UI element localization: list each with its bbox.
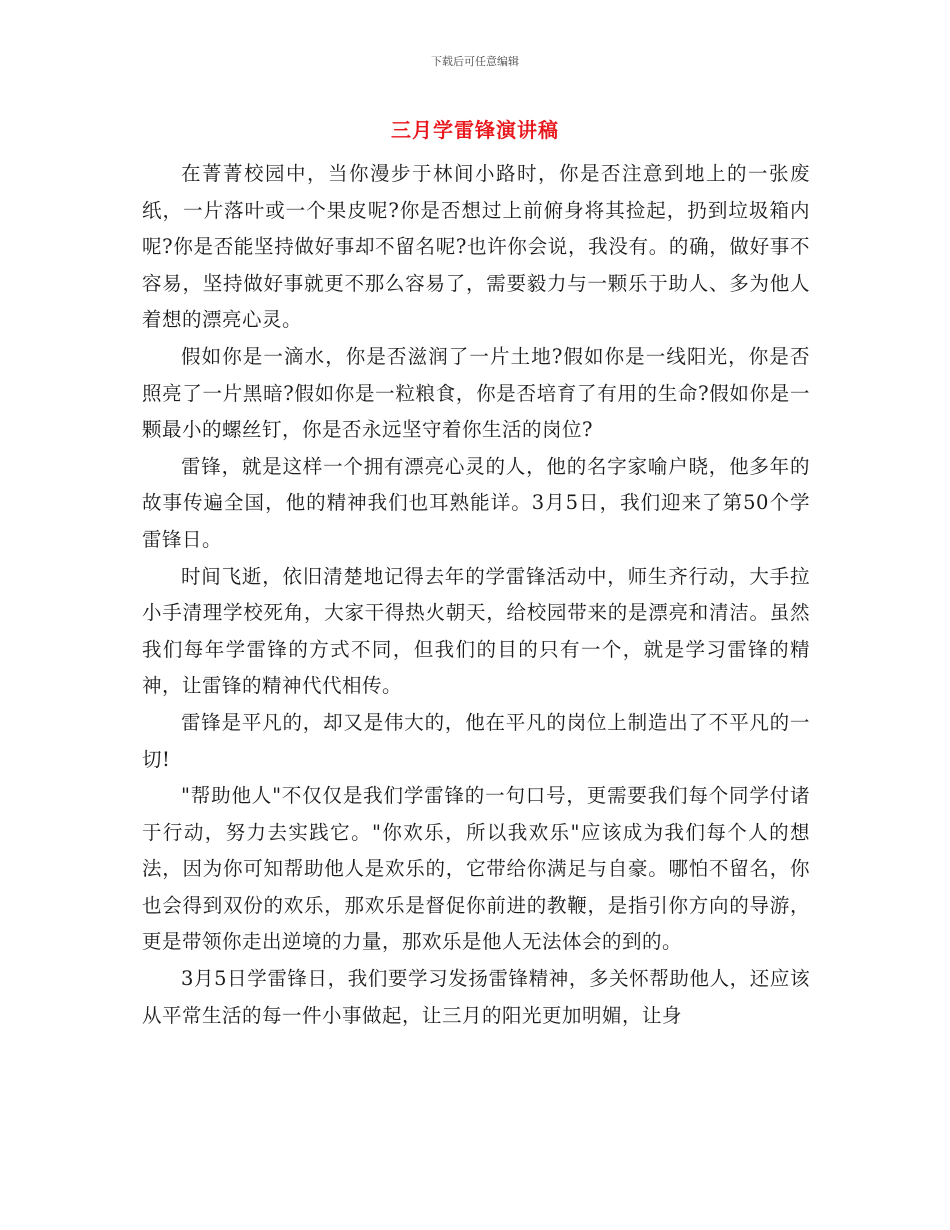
- paragraph-3: 雷锋，就是这样一个拥有漂亮心灵的人，他的名字家喻户晓，他多年的故事传遍全国，他的精神我们也耳熟能详。3月5日，我们迎来了第50个学雷锋日。: [142, 454, 810, 551]
- document-title: 三月学雷锋演讲稿: [391, 118, 559, 142]
- paragraph-4: 时间飞逝，依旧清楚地记得去年的学雷锋活动中，师生齐行动，大手拉小手清理学校死角，大家干得热火朝天，给校园带来的是漂亮和清洁。虽然我们每年学雷锋的方式不同，但我们的目的只有一个，就是学习雷锋的精神，让雷锋的精神代代相传。: [142, 564, 810, 698]
- paragraph-2: 假如你是一滴水，你是否滋润了一片土地?假如你是一线阳光，你是否照亮了一片黑暗?假如你是一粒粮食，你是否培育了有用的生命?假如你是一颗最小的螺丝钉，你是否永远坚守着你生活的岗位?: [142, 344, 810, 442]
- paragraph-5: 雷锋是平凡的，却又是伟大的，他在平凡的岗位上制造出了不平凡的一切!: [142, 710, 810, 771]
- document-body: [142, 156, 810, 1034]
- paragraph-6: "帮助他人"不仅仅是我们学雷锋的一句口号，更需要我们每个同学付诸于行动，努力去实践它。"你欢乐，所以我欢乐"应该成为我们每个人的想法，因为你可知帮助他人是欢乐的，它带给你满足与自豪。哪怕不留名，你也会得到双份的欢乐，那欢乐是督促你前进的教鞭，是指引你方向的导游，更是带领你走出逆境的力量，那欢乐是他人无法体会的到的。: [142, 784, 810, 954]
- paragraph-7: 3月5日学雷锋日，我们要学习发扬雷锋精神，多关怀帮助他人，还应该从平常生活的每一件小事做起，让三月的阳光更加明媚，让身: [142, 967, 810, 1027]
- page-header-note: 下载后可任意编辑: [431, 55, 519, 68]
- paragraph-1: 在菁菁校园中，当你漫步于林间小路时，你是否注意到地上的一张废纸，一片落叶或一个果皮呢?你是否想过上前俯身将其捡起，扔到垃圾箱内呢?你是否能坚持做好事却不留名呢?也许你会说，我没有。的确，做好事不容易，坚持做好事就更不那么容易了，需要毅力与一颗乐于助人、多为他人着想的漂亮心灵。: [142, 162, 810, 332]
